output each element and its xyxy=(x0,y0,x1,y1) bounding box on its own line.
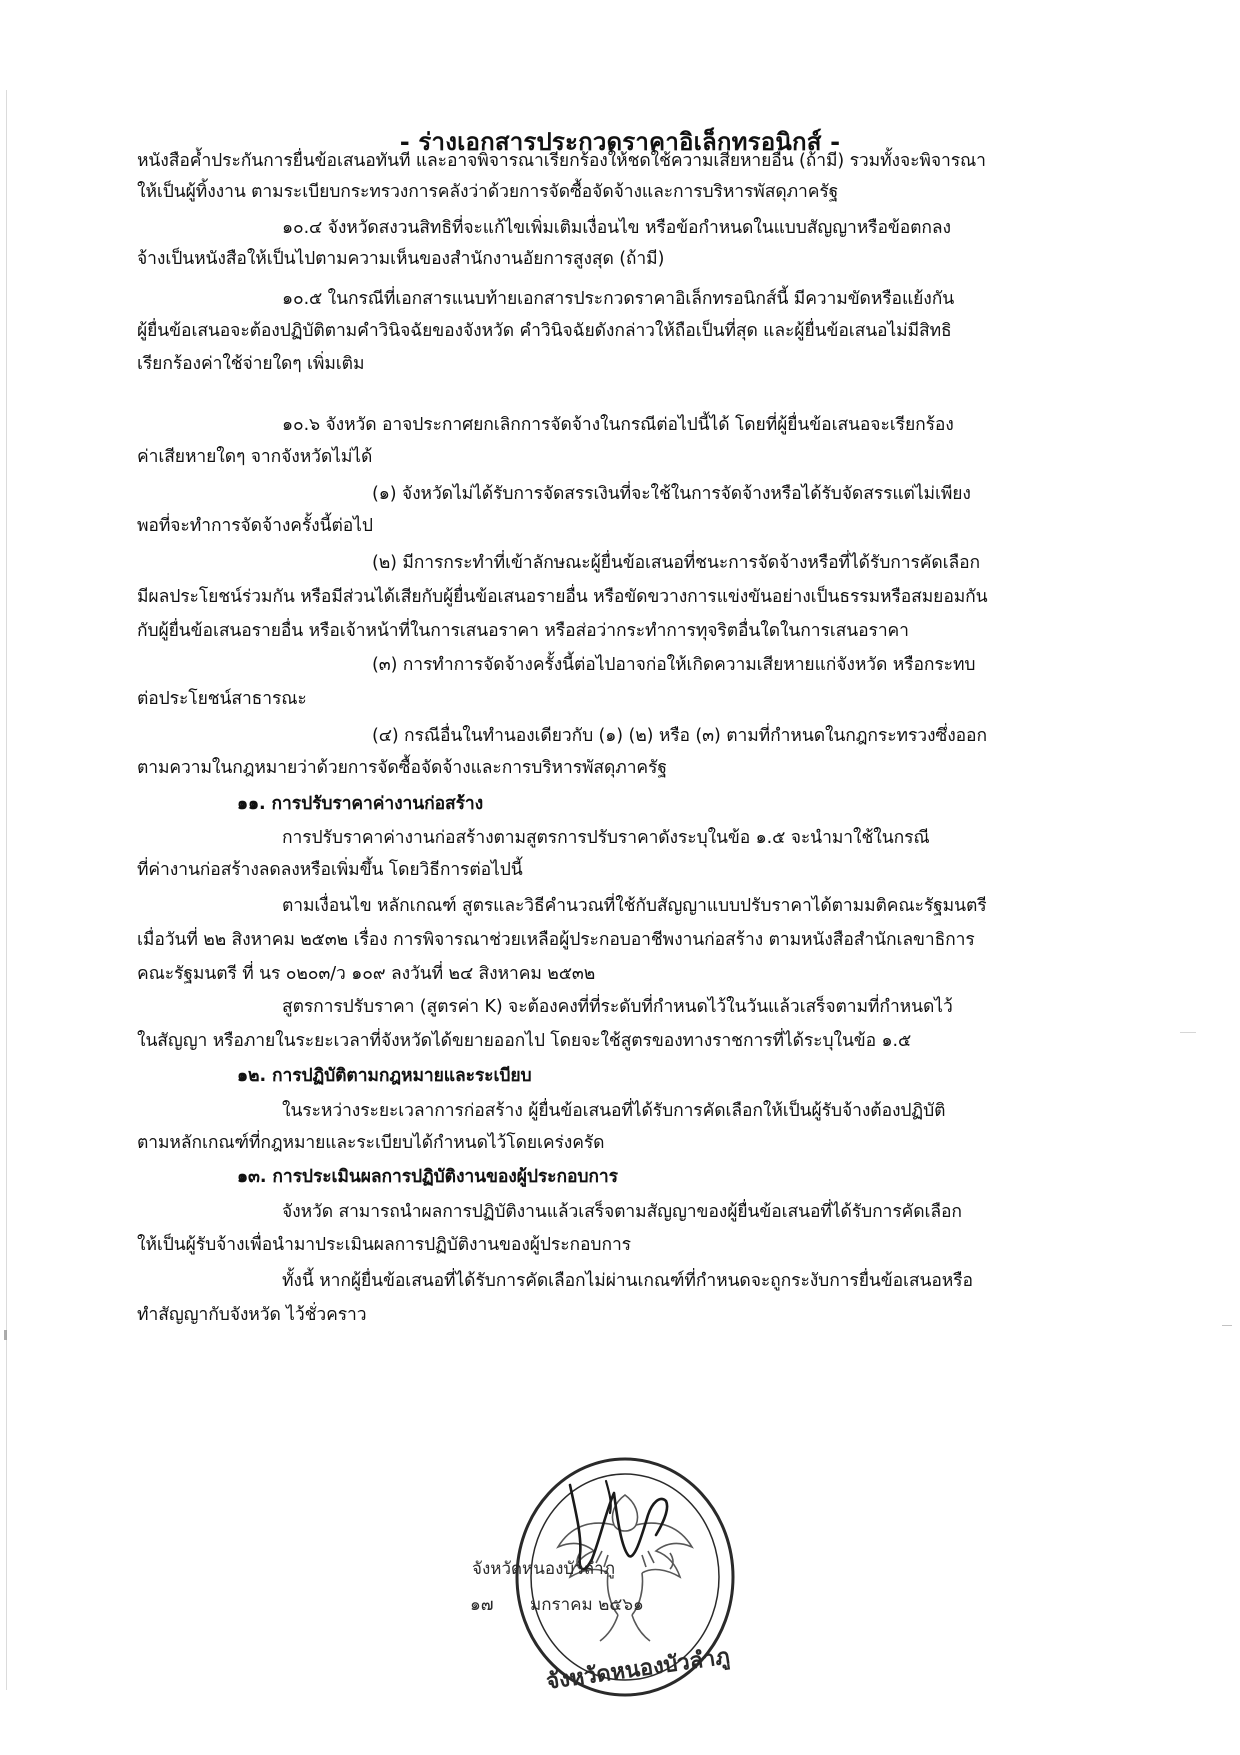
section-12-heading: ๑๒. การปฏิบัติตามกฎหมายและระเบียบ xyxy=(237,1066,532,1086)
body-line: เมื่อวันที่ ๒๒ สิงหาคม ๒๕๓๒ เรื่อง การพิจารณาช่วยเหลือผู้ประกอบอาชีพงานก่อสร้าง ตามหนังสือสำนักเลขาธิการ xyxy=(137,930,975,950)
scan-edge-mark xyxy=(4,1330,7,1340)
body-line: ตามความในกฎหมายว่าด้วยการจัดซื้อจัดจ้างและการบริหารพัสดุภาครัฐ xyxy=(137,758,667,778)
body-line: ที่ค่างานก่อสร้างลดลงหรือเพิ่มขึ้น โดยวิธีการต่อไปนี้ xyxy=(137,860,523,880)
document-title: - ร่างเอกสารประกวดราคาอิเล็กทรอนิกส์ - xyxy=(399,128,841,156)
body-line: สูตรการปรับราคา (สูตรค่า K) จะต้องคงที่ที่ระดับที่กำหนดไว้ในวันแล้วเสร็จตามที่กำหนดไว้ xyxy=(282,997,953,1017)
body-line: มีผลประโยชน์ร่วมกัน หรือมีส่วนได้เสียกับผู้ยื่นข้อเสนอรายอื่น หรือขัดขวางการแข่งขันอย่างเป็นธรรมหรือสมยอมกัน xyxy=(137,587,988,607)
body-line: ต่อประโยชน์สาธารณะ xyxy=(137,689,307,709)
clause-10-5-line: ๑๐.๕ ในกรณีที่เอกสารแนบท้ายเอกสารประกวดราคาอิเล็กทรอนิกส์นี้ มีความขัดหรือแย้งกัน xyxy=(282,289,955,309)
body-line: ในสัญญา หรือภายในระยะเวลาที่จังหวัดได้ขยายออกไป โดยจะใช้สูตรของทางราชการที่ได้ระบุในข้อ ๑.๕ xyxy=(137,1031,912,1051)
body-line: ทั้งนี้ หากผู้ยื่นข้อเสนอที่ได้รับการคัดเลือกไม่ผ่านเกณฑ์ที่กำหนดจะถูกระงับการยื่นข้อเสนอหรือ xyxy=(282,1271,973,1291)
body-line: การปรับราคาค่างานก่อสร้างตามสูตรการปรับราคาดังระบุในข้อ ๑.๕ จะนำมาใช้ในกรณี xyxy=(282,828,930,848)
body-line: ให้เป็นผู้รับจ้างเพื่อนำมาประเมินผลการปฏิบัติงานของผู้ประกอบการ xyxy=(137,1235,631,1255)
body-line: จังหวัด สามารถนำผลการปฏิบัติงานแล้วเสร็จตามสัญญาของผู้ยื่นข้อเสนอที่ได้รับการคัดเลือก xyxy=(282,1202,962,1222)
seal-date-month-year: มกราคม ๒๕๖๑ xyxy=(530,1595,644,1615)
body-line: คณะรัฐมนตรี ที่ นร ๐๒๐๓/ว ๑๐๙ ลงวันที่ ๒๔ สิงหาคม ๒๕๓๒ xyxy=(137,964,596,984)
seal-rim-text: จังหวัดหนองบัวลำภู xyxy=(544,1644,732,1695)
body-line: ให้เป็นผู้ทิ้งงาน ตามระเบียบกระทรวงการคลังว่าด้วยการจัดซื้อจัดจ้างและการบริหารพัสดุภาครัฐ xyxy=(137,182,839,202)
section-13-heading: ๑๓. การประเมินผลการปฏิบัติงานของผู้ประกอบการ xyxy=(237,1167,618,1187)
subclause-1-line: (๑) จังหวัดไม่ได้รับการจัดสรรเงินที่จะใช้ในการจัดจ้างหรือได้รับจัดสรรแต่ไม่เพียง xyxy=(372,484,971,504)
body-line: ค่าเสียหายใดๆ จากจังหวัดไม่ได้ xyxy=(137,447,373,467)
body-line: กับผู้ยื่นข้อเสนอรายอื่น หรือเจ้าหน้าที่ในการเสนอราคา หรือส่อว่ากระทำการทุจริตอื่นใดในการเสนอราคา xyxy=(137,621,909,641)
scan-edge-mark xyxy=(1180,1032,1196,1033)
body-line: จ้างเป็นหนังสือให้เป็นไปตามความเห็นของสำนักงานอัยการสูงสุด (ถ้ามี) xyxy=(137,249,665,269)
body-line: ผู้ยื่นข้อเสนอจะต้องปฏิบัติตามคำวินิจฉัยของจังหวัด คำวินิจฉัยดังกล่าวให้ถือเป็นที่สุด และผู้ยื่นข้อเสนอไม่มีสิทธิ xyxy=(137,321,952,341)
body-line: ตามหลักเกณฑ์ที่กฎหมายและระเบียบได้กำหนดไว้โดยเคร่งครัด xyxy=(137,1133,605,1153)
seal-office-name: จังหวัดหนองบัวลำภู xyxy=(472,1559,615,1579)
seal-date-day: ๑๗ xyxy=(470,1595,494,1615)
body-line: เรียกร้องค่าใช้จ่ายใดๆ เพิ่มเติม xyxy=(137,354,365,374)
body-line: พอที่จะทำการจัดจ้างครั้งนี้ต่อไป xyxy=(137,516,373,536)
subclause-2-line: (๒) มีการกระทำที่เข้าลักษณะผู้ยื่นข้อเสนอที่ชนะการจัดจ้างหรือที่ได้รับการคัดเลือก xyxy=(372,553,981,573)
body-line: ในระหว่างระยะเวลาการก่อสร้าง ผู้ยื่นข้อเสนอที่ได้รับการคัดเลือกให้เป็นผู้รับจ้างต้องปฏิบัติ xyxy=(282,1101,946,1121)
subclause-3-line: (๓) การทำการจัดจ้างครั้งนี้ต่อไปอาจก่อให้เกิดความเสียหายแก่จังหวัด หรือกระทบ xyxy=(372,655,976,675)
clause-10-4-line: ๑๐.๔ จังหวัดสงวนสิทธิที่จะแก้ไขเพิ่มเติมเงื่อนไข หรือข้อกำหนดในแบบสัญญาหรือข้อตกลง xyxy=(282,218,951,238)
official-seal xyxy=(470,1455,740,1700)
body-line: ตามเงื่อนไข หลักเกณฑ์ สูตรและวิธีคำนวณที่ใช้กับสัญญาแบบปรับราคาได้ตามมติคณะรัฐมนตรี xyxy=(282,896,987,916)
body-line: ทำสัญญากับจังหวัด ไว้ชั่วคราว xyxy=(137,1305,367,1325)
scan-edge-line xyxy=(6,90,7,1690)
section-11-heading: ๑๑. การปรับราคาค่างานก่อสร้าง xyxy=(237,794,484,814)
body-line: หนังสือค้ำประกันการยื่นข้อเสนอทันที และอาจพิจารณาเรียกร้องให้ชดใช้ความเสียหายอื่น (ถ้ามี) รวมทั้งจะพิจารณา xyxy=(137,151,986,171)
scan-edge-mark xyxy=(1222,1325,1232,1326)
subclause-4-line: (๔) กรณีอื่นในทำนองเดียวกับ (๑) (๒) หรือ (๓) ตามที่กำหนดในกฎกระทรวงซึ่งออก xyxy=(372,726,987,746)
clause-10-6-line: ๑๐.๖ จังหวัด อาจประกาศยกเลิกการจัดจ้างในกรณีต่อไปนี้ได้ โดยที่ผู้ยื่นข้อเสนอจะเรียกร้อง xyxy=(282,415,954,435)
